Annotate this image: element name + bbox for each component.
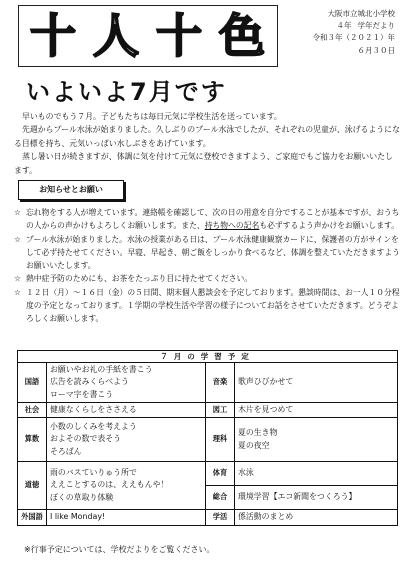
note-text: プール水泳が始まりました。水泳の授業がある日は、プール水泳健康観察カードに、保護者の方がサインをして必ず持たせてください。早寝、早起き、朝ご飯をしっかり食べるなど、体調を整えていただきますようお願いいたします。 — [26, 234, 400, 271]
subject-content: 係活動のまとめ — [235, 510, 398, 526]
footnote: ※行事予定については、学校だよりをご覧ください。 — [24, 545, 215, 554]
masthead-meta — [280, 8, 395, 57]
table-caption: ７月の学習予定 — [18, 351, 398, 363]
subject-label: 図工 — [206, 403, 235, 418]
headline: いよいよ7月です — [26, 78, 227, 106]
subject-label: 道徳 — [18, 462, 47, 510]
masthead-title — [18, 5, 278, 67]
intro-paragraph: 蒸し暑い日が続きますが、体調に気を付けて元気に登校できますよう、ご家庭でもご協力をお願いいたします。 — [14, 152, 393, 175]
intro-paragraph: 先週からプール水泳が始まりました。久しぶりのプール水泳でしたが、それぞれの児童が、泳げるようになる目標を持ち、元気いっぱい水しぶきをあげています。 — [14, 125, 400, 148]
notice-heading: お知らせとお願い — [18, 180, 124, 200]
intro-section — [14, 110, 400, 177]
subject-content: お願いやお礼の手紙を書こう 広告を読みくらべよう ローマ字を書こう — [47, 363, 206, 403]
subject-content: 歌声ひびかせて — [235, 363, 398, 403]
title-char-1: 十 — [30, 9, 76, 63]
star-icon: ☆ — [14, 274, 21, 284]
subject-label: 音楽 — [206, 363, 235, 403]
subject-label: 体育 — [206, 462, 235, 486]
subject-content: 雨のバスていりゅう所で ええことするのは、ええもんや！ ぼくの草取り体験 — [47, 462, 206, 510]
title-char-4: 色 — [219, 9, 265, 63]
grade: ４年 — [336, 21, 352, 31]
intro-paragraph: 早いものでもう７月。子どもたちは毎日元気に学校生活を送っています。 — [22, 112, 282, 121]
issue-year: 令和３年（２０２１）年 — [312, 33, 395, 43]
subject-label: 総合 — [206, 486, 235, 510]
subject-label: 学活 — [206, 510, 235, 526]
note-text: １２日（月）～１６日（金）の５日間、期末個人懇談会を予定しております。懇談時間は、お一人１０分程度の予定となっております。１学期の学校生活や学習の様子についてお話をさせていただきます。どうぞよろしくお願いします。 — [26, 287, 400, 324]
school-name: 大阪市立城北小学校 — [327, 9, 395, 18]
note-item — [14, 206, 402, 233]
subject-content: 環境学習【エコ新聞をつくろう】 — [235, 486, 398, 510]
notes-list — [14, 206, 402, 326]
grade-row — [280, 20, 395, 32]
note-text: 忘れ物をする人が増えています。連絡帳を確認して、次の日の用意を自分ですることが基本ですが、おうちの人からの声かけもよろしくお願いします。また、持ち物への記名も必ずするよう声かけをお願いします。 — [26, 208, 400, 231]
subject-content: 健康なくらしをささえる — [47, 403, 206, 418]
note-item — [14, 272, 402, 285]
title-char-2: 人 — [93, 9, 139, 63]
subject-label: 外国語 — [18, 510, 47, 526]
subject-content: 夏の生き物 夏の夜空 — [235, 418, 398, 462]
subject-content: 水泳 — [235, 462, 398, 486]
subject-label: 算数 — [18, 418, 47, 462]
subject-content: 小数のしくみを考えよう およその数で表そう そろばん — [47, 418, 206, 462]
subject-label: 国語 — [18, 363, 47, 403]
note-text: 熱中症予防のためにも、お茶をたっぷり目に持たせてください。 — [26, 274, 253, 284]
subject-label: 社会 — [18, 403, 47, 418]
subject-content: 木片を見つめて — [235, 403, 398, 418]
learning-plan-table — [17, 350, 398, 526]
subject-content: I like Monday! — [47, 510, 206, 526]
star-icon: ☆ — [14, 234, 21, 244]
subject-label: 理科 — [206, 418, 235, 462]
star-icon: ☆ — [14, 287, 21, 297]
note-item — [14, 233, 402, 273]
note-item — [14, 286, 402, 326]
star-icon: ☆ — [14, 208, 21, 217]
newsletter-name: 学年だより — [357, 21, 395, 31]
underlined-text: 持ち物への記名 — [204, 221, 260, 231]
issue-date: ６月３０日 — [357, 45, 395, 55]
title-char-3: 十 — [156, 9, 202, 63]
